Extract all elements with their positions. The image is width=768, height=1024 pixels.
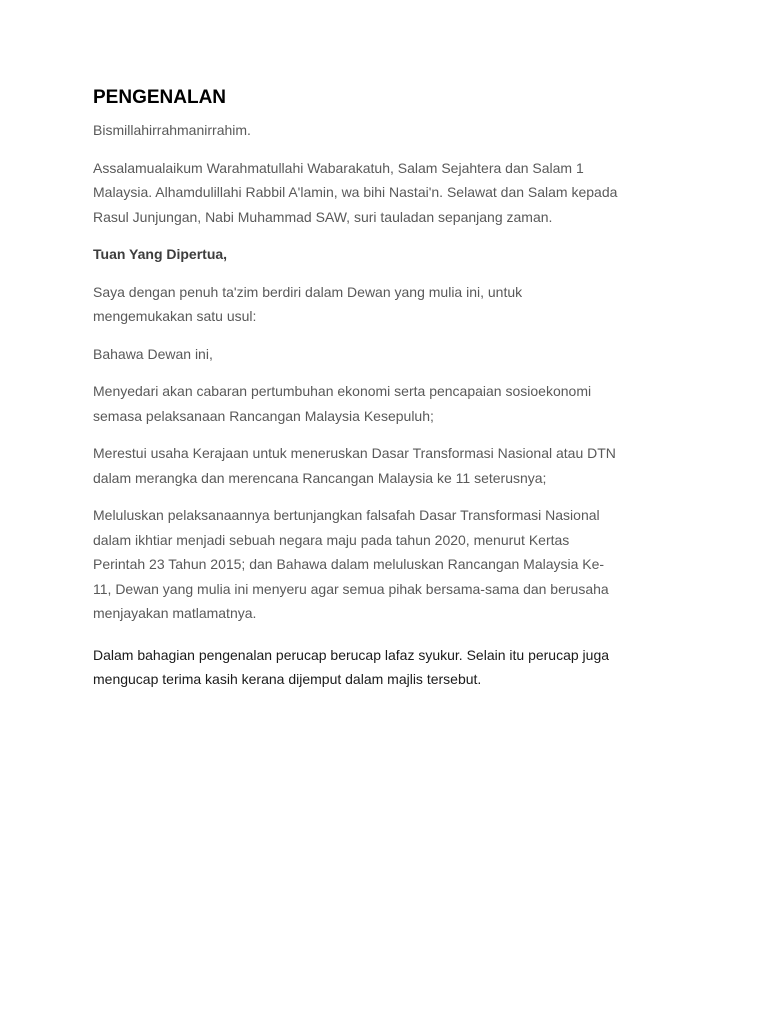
- paragraph-summary: [93, 643, 683, 692]
- text-line: Malaysia. Alhamdulillahi Rabbil A'lamin, wa bihi Nastai'n. Selawat dan Salam kepada: [93, 184, 618, 200]
- text-line: Saya dengan penuh ta'zim berdiri dalam Dewan yang mulia ini, untuk: [93, 283, 523, 300]
- text-line: Merestui usaha Kerajaan untuk meneruskan Dasar Transformasi Nasional atau DTN: [93, 445, 616, 461]
- paragraph-bahawa: [93, 342, 683, 367]
- paragraph-bismillah: [93, 118, 683, 143]
- text-line: 11, Dewan yang mulia ini menyeru agar semua pihak bersama-sama dan berusaha: [93, 580, 609, 597]
- text-line: Assalamualaikum Warahmatullahi Wabarakatuh, Salam Sejahtera dan Salam 1: [93, 159, 584, 176]
- paragraph-usul: [93, 280, 683, 329]
- text-line: mengemukakan satu usul:: [93, 308, 257, 324]
- text-line: semasa pelaksanaan Rancangan Malaysia Kesepuluh;: [93, 407, 434, 424]
- paragraph-menyedari: [93, 379, 683, 428]
- text-line: Tuan Yang Dipertua,: [93, 246, 228, 262]
- paragraph-merestui: [93, 441, 683, 490]
- paragraph-address: [93, 242, 683, 267]
- text-line: Bismillahirrahmanirrahim.: [93, 122, 251, 138]
- text-line: Meluluskan pelaksanaannya bertunjangkan falsafah Dasar Transformasi Nasional: [93, 507, 600, 523]
- text-line: menjayakan matlamatnya.: [93, 605, 257, 621]
- text-line: Dalam bahagian pengenalan perucap berucap lafaz syukur. Selain itu perucap juga: [93, 646, 610, 663]
- document-page: [93, 86, 683, 692]
- text-line: Bahawa Dewan ini,: [93, 345, 213, 362]
- text-line: Perintah 23 Tahun 2015; dan Bahawa dalam meluluskan Rancangan Malaysia Ke-: [93, 556, 605, 572]
- text-line: dalam ikhtiar menjadi sebuah negara maju pada tahun 2020, menurut Kertas: [93, 531, 570, 548]
- page-title: PENGENALAN: [93, 87, 227, 108]
- text-line: Menyedari akan cabaran pertumbuhan ekonomi serta pencapaian sosioekonomi: [93, 383, 592, 399]
- text-line: mengucap terima kasih kerana dijemput dalam majlis tersebut.: [93, 671, 482, 687]
- text-line: dalam merangka dan merencana Rancangan Malaysia ke 11 seterusnya;: [93, 469, 547, 486]
- paragraph-salam: [93, 156, 683, 230]
- text-line: Rasul Junjungan, Nabi Muhammad SAW, suri tauladan sepanjang zaman.: [93, 208, 553, 225]
- paragraph-meluluskan: [93, 503, 683, 626]
